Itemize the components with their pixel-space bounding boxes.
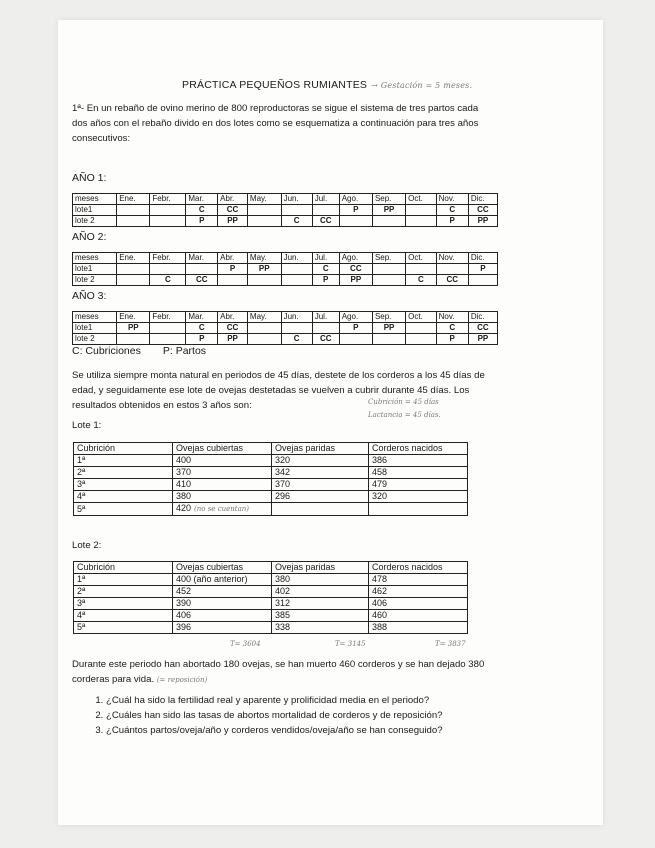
- results-cell: [272, 586, 369, 598]
- schedule-cell: PP: [339, 275, 372, 286]
- results-cell-value: 1ª: [77, 574, 86, 584]
- schedule-cell: [436, 264, 468, 275]
- results-cell: [74, 574, 173, 586]
- month-header-cell: Mar.: [186, 194, 218, 205]
- schedule-cell: CC: [218, 323, 248, 334]
- results-cell: [272, 491, 369, 503]
- results-row: [74, 503, 468, 516]
- results-cell: [369, 622, 468, 634]
- schedule-cell: [218, 275, 248, 286]
- month-header-cell: Abr.: [218, 312, 248, 323]
- results-cell: [369, 467, 468, 479]
- schedule-row: [73, 323, 498, 334]
- results-cell-value: 385: [275, 610, 291, 620]
- page-title: PRÁCTICA PEQUEÑOS RUMIANTES → Gestación = 5 meses.: [182, 79, 473, 91]
- results-header-cell: Ovejas cubiertas: [173, 562, 272, 574]
- results-cell-value: 3ª: [77, 479, 86, 489]
- schedule-header-row: [73, 194, 498, 205]
- schedule-cell: [281, 264, 312, 275]
- results-cell-value: 479: [372, 479, 388, 489]
- month-header-cell: Ene.: [117, 253, 150, 264]
- schedule-cell: [117, 205, 150, 216]
- results-header-cell: Cubrición: [74, 443, 173, 455]
- results-row: [74, 574, 468, 586]
- lote-2-results-table: [73, 561, 468, 634]
- results-cell-value: 400 (año anterior): [176, 574, 248, 584]
- month-header-cell: May.: [247, 194, 281, 205]
- year-2-heading: AÑO 2:: [72, 231, 107, 243]
- results-cell-value: 478: [372, 574, 388, 584]
- results-cell-value: 420: [176, 503, 192, 513]
- month-header-cell: Jul.: [312, 312, 339, 323]
- schedule-cell: P: [339, 323, 372, 334]
- handwritten-lactancia-note: Lactancia = 45 días.: [368, 411, 441, 419]
- results-cell-value: 406: [176, 610, 192, 620]
- schedule-cell: C: [312, 264, 339, 275]
- month-header-cell: Oct.: [406, 253, 436, 264]
- schedule-cell: C: [281, 334, 312, 345]
- results-cell: [74, 586, 173, 598]
- lote-label-cell: lote1: [73, 264, 117, 275]
- schedule-cell: [406, 264, 436, 275]
- total-ovejas-paridas: T= 3145: [335, 640, 366, 648]
- results-cell: [272, 455, 369, 467]
- month-header-cell: May.: [247, 312, 281, 323]
- schedule-row: [73, 334, 498, 345]
- lote-label-cell: lote 2: [73, 334, 117, 345]
- month-header-cell: Jun.: [281, 194, 312, 205]
- schedule-cell: [281, 275, 312, 286]
- schedule-cell: [372, 275, 405, 286]
- schedule-cell: [117, 216, 150, 227]
- schedule-cell: [406, 205, 436, 216]
- results-cell: [173, 479, 272, 491]
- schedule-cell: [150, 205, 186, 216]
- total-ovejas-cubiertas: T= 3604: [230, 640, 261, 648]
- month-header-cell: meses: [73, 253, 117, 264]
- schedule-header-row: [73, 312, 498, 323]
- schedule-cell: [186, 264, 218, 275]
- year-1-heading: AÑO 1:: [72, 172, 107, 184]
- results-cell: [173, 598, 272, 610]
- schedule-cell: CC: [339, 264, 372, 275]
- results-cell: [369, 586, 468, 598]
- results-header-cell: Ovejas cubiertas: [173, 443, 272, 455]
- results-cell: [74, 598, 173, 610]
- results-cell: [272, 622, 369, 634]
- results-cell: [173, 610, 272, 622]
- results-cell-value: 458: [372, 467, 388, 477]
- schedule-cell: CC: [186, 275, 218, 286]
- handwritten-cubricion-note: Cubrición = 45 días: [368, 398, 439, 406]
- results-cell-value: 296: [275, 491, 291, 501]
- intro-paragraph: 1ª- En un rebaño de ovino merino de 800 reproductoras se sigue el sistema de tres partos cada dos años con el rebaño divido en dos lotes como se esquematiza a continuación para tres años consecutivos:: [72, 103, 479, 144]
- results-cell: [272, 598, 369, 610]
- month-header-cell: Ago.: [339, 312, 372, 323]
- results-cell-value: 400: [176, 455, 192, 465]
- results-cell-value: 5ª: [77, 622, 86, 632]
- lote-label-cell: lote1: [73, 323, 117, 334]
- month-header-cell: Dic.: [468, 194, 497, 205]
- schedule-cell: C: [406, 275, 436, 286]
- schedule-cell: P: [218, 264, 248, 275]
- year-1-schedule-table: [72, 193, 498, 227]
- results-cell: [369, 598, 468, 610]
- results-cell: [173, 622, 272, 634]
- results-header-cell: Ovejas paridas: [272, 562, 369, 574]
- results-row: [74, 479, 468, 491]
- schedule-cell: [117, 334, 150, 345]
- schedule-cell: C: [150, 275, 186, 286]
- schedule-cell: [117, 264, 150, 275]
- year-2-schedule-table: [72, 252, 498, 286]
- questions-list: [72, 693, 546, 738]
- results-cell-value: 380: [275, 574, 291, 584]
- month-header-cell: Nov.: [436, 312, 468, 323]
- schedule-cell: PP: [218, 334, 248, 345]
- question-item: 2. ¿Cuáles han sido las tasas de abortos mortalidad de corderos y de reposición?: [106, 708, 546, 723]
- schedule-cell: [406, 334, 436, 345]
- results-cell: [369, 455, 468, 467]
- schedule-row: [73, 264, 498, 275]
- results-row: [74, 610, 468, 622]
- month-header-cell: Abr.: [218, 253, 248, 264]
- results-row: [74, 586, 468, 598]
- results-cell-value: 380: [176, 491, 192, 501]
- results-cell: [173, 574, 272, 586]
- month-header-cell: Sep.: [372, 253, 405, 264]
- question-item: 3. ¿Cuántos partos/oveja/año y corderos vendidos/oveja/año se han conseguido?: [106, 723, 546, 738]
- schedule-cell: C: [186, 323, 218, 334]
- schedule-cell: PP: [468, 334, 497, 345]
- schedule-cell: [406, 216, 436, 227]
- month-header-cell: Ene.: [117, 312, 150, 323]
- results-cell: [272, 574, 369, 586]
- schedule-cell: C: [281, 216, 312, 227]
- results-cell: [74, 479, 173, 491]
- lote-label-cell: lote 2: [73, 275, 117, 286]
- month-header-cell: Febr.: [150, 194, 186, 205]
- results-cell: [369, 574, 468, 586]
- month-header-cell: Jul.: [312, 253, 339, 264]
- schedule-cell: [312, 323, 339, 334]
- schedule-cell: [247, 205, 281, 216]
- schedule-cell: [312, 205, 339, 216]
- schedule-row: [73, 216, 498, 227]
- legend-partos: P: Partos: [162, 345, 207, 357]
- results-header-cell: Corderos nacidos: [369, 562, 468, 574]
- methods-paragraph: Se utiliza siempre monta natural en periodos de 45 días, destete de los corderos a los 45 días de edad, y seguidamente ese lote de ovejas destetadas se vuelven a cubrir durante 45 días. Los resultados obtenidos en estos 3 años son:: [72, 370, 485, 411]
- summary-paragraph: Durante este periodo han abortado 180 ovejas, se han muerto 460 corderos y se han dejado 380 corderas para vida. (= reposición): [72, 659, 485, 685]
- lote-1-heading: Lote 1:: [72, 420, 102, 431]
- schedule-cell: [247, 216, 281, 227]
- results-cell-value: 3ª: [77, 598, 86, 608]
- month-header-cell: Dic.: [468, 253, 497, 264]
- results-row: [74, 455, 468, 467]
- month-header-cell: Jun.: [281, 253, 312, 264]
- question-item: 1. ¿Cuál ha sido la fertilidad real y aparente y prolificidad media en el periodo?: [106, 693, 546, 708]
- handwritten-not-counted-note: (no se cuentan): [194, 505, 249, 513]
- schedule-cell: [339, 334, 372, 345]
- schedule-cell: CC: [468, 205, 497, 216]
- results-cell: [272, 467, 369, 479]
- results-cell-value: 338: [275, 622, 291, 632]
- schedule-cell: [117, 275, 150, 286]
- schedule-row: [73, 275, 498, 286]
- results-cell: [173, 586, 272, 598]
- results-cell: [369, 491, 468, 503]
- month-header-cell: Sep.: [372, 312, 405, 323]
- results-row: [74, 467, 468, 479]
- month-header-cell: Ago.: [339, 194, 372, 205]
- results-cell-value: 342: [275, 467, 291, 477]
- results-cell-value: 396: [176, 622, 192, 632]
- schedule-cell: [281, 323, 312, 334]
- results-cell: [173, 455, 272, 467]
- results-cell: [74, 467, 173, 479]
- month-header-cell: Febr.: [150, 312, 186, 323]
- lote-2-heading: Lote 2:: [72, 540, 102, 551]
- results-cell-value: 320: [372, 491, 388, 501]
- schedule-cell: [150, 334, 186, 345]
- month-header-cell: Abr.: [218, 194, 248, 205]
- year-3-schedule-table: [72, 311, 498, 345]
- schedule-cell: [247, 275, 281, 286]
- schedule-cell: [372, 334, 405, 345]
- month-header-cell: Mar.: [186, 253, 218, 264]
- schedule-cell: P: [312, 275, 339, 286]
- results-cell-value: 370: [275, 479, 291, 489]
- month-header-cell: meses: [73, 312, 117, 323]
- results-cell-value: 390: [176, 598, 192, 608]
- schedule-cell: [150, 216, 186, 227]
- schedule-cell: PP: [247, 264, 281, 275]
- results-cell-value: 4ª: [77, 610, 86, 620]
- results-cell-value: 370: [176, 467, 192, 477]
- schedule-cell: [406, 323, 436, 334]
- month-header-cell: Ago.: [339, 253, 372, 264]
- results-cell-value: 410: [176, 479, 192, 489]
- schedule-cell: P: [339, 205, 372, 216]
- schedule-cell: [150, 323, 186, 334]
- lote-1-results-table: [73, 442, 468, 516]
- legend: [72, 345, 206, 357]
- results-cell-value: 462: [372, 586, 388, 596]
- schedule-cell: CC: [312, 334, 339, 345]
- schedule-cell: [247, 323, 281, 334]
- handwritten-gestation-note: → Gestación = 5 meses.: [371, 81, 473, 90]
- results-cell-value: 2ª: [77, 467, 86, 477]
- results-row: [74, 598, 468, 610]
- schedule-cell: CC: [312, 216, 339, 227]
- results-cell-value: 312: [275, 598, 291, 608]
- lote-label-cell: lote 2: [73, 216, 117, 227]
- schedule-cell: [468, 275, 497, 286]
- schedule-cell: P: [436, 216, 468, 227]
- schedule-cell: [247, 334, 281, 345]
- results-header-row: [74, 562, 468, 574]
- schedule-cell: P: [436, 334, 468, 345]
- results-cell-value: 452: [176, 586, 192, 596]
- month-header-cell: Nov.: [436, 194, 468, 205]
- month-header-cell: Mar.: [186, 312, 218, 323]
- results-cell-value: 320: [275, 455, 291, 465]
- schedule-cell: [150, 264, 186, 275]
- results-cell-value: 460: [372, 610, 388, 620]
- month-header-cell: Dic.: [468, 312, 497, 323]
- month-header-cell: Jun.: [281, 312, 312, 323]
- month-header-cell: meses: [73, 194, 117, 205]
- results-cell: [74, 455, 173, 467]
- handwritten-reposicion-note: (= reposición): [156, 676, 208, 684]
- legend-cubriciones: C: Cubriciones: [72, 345, 141, 357]
- results-cell-value: 386: [372, 455, 388, 465]
- results-cell: [173, 491, 272, 503]
- results-cell-value: 1ª: [77, 455, 86, 465]
- results-row: [74, 622, 468, 634]
- results-cell: [272, 610, 369, 622]
- results-cell: [369, 610, 468, 622]
- results-cell-value: 402: [275, 586, 291, 596]
- schedule-cell: C: [436, 323, 468, 334]
- schedule-row: [73, 205, 498, 216]
- month-header-cell: Nov.: [436, 253, 468, 264]
- schedule-header-row: [73, 253, 498, 264]
- year-3-heading: AÑO 3:: [72, 290, 107, 302]
- results-cell-value: 2ª: [77, 586, 86, 596]
- results-header-cell: Cubrición: [74, 562, 173, 574]
- schedule-cell: P: [468, 264, 497, 275]
- results-cell: [369, 503, 468, 516]
- results-row: [74, 491, 468, 503]
- results-cell: [74, 622, 173, 634]
- results-cell: [173, 503, 272, 516]
- results-cell: [272, 503, 369, 516]
- results-header-cell: Ovejas paridas: [272, 443, 369, 455]
- lote-label-cell: lote1: [73, 205, 117, 216]
- results-cell: [173, 467, 272, 479]
- schedule-cell: PP: [218, 216, 248, 227]
- results-cell: [74, 491, 173, 503]
- schedule-cell: [372, 216, 405, 227]
- schedule-cell: [281, 205, 312, 216]
- results-cell: [369, 479, 468, 491]
- month-header-cell: Oct.: [406, 312, 436, 323]
- results-header-row: [74, 443, 468, 455]
- schedule-cell: C: [436, 205, 468, 216]
- schedule-cell: PP: [372, 205, 405, 216]
- schedule-cell: PP: [372, 323, 405, 334]
- schedule-cell: PP: [468, 216, 497, 227]
- month-header-cell: Sep.: [372, 194, 405, 205]
- schedule-cell: CC: [218, 205, 248, 216]
- schedule-cell: PP: [117, 323, 150, 334]
- total-corderos-nacidos: T= 3837: [435, 640, 466, 648]
- schedule-cell: CC: [468, 323, 497, 334]
- schedule-cell: [339, 216, 372, 227]
- results-cell-value: 388: [372, 622, 388, 632]
- month-header-cell: Jul.: [312, 194, 339, 205]
- results-cell-value: 4ª: [77, 491, 86, 501]
- month-header-cell: Oct.: [406, 194, 436, 205]
- schedule-cell: CC: [436, 275, 468, 286]
- results-cell-value: 5ª: [77, 503, 86, 514]
- results-cell: [74, 610, 173, 622]
- schedule-cell: P: [186, 216, 218, 227]
- schedule-cell: P: [186, 334, 218, 345]
- schedule-cell: [372, 264, 405, 275]
- results-cell-value: 406: [372, 598, 388, 608]
- month-header-cell: May.: [247, 253, 281, 264]
- month-header-cell: Febr.: [150, 253, 186, 264]
- results-cell: [74, 503, 173, 516]
- month-header-cell: Ene.: [117, 194, 150, 205]
- schedule-cell: C: [186, 205, 218, 216]
- results-header-cell: Corderos nacidos: [369, 443, 468, 455]
- results-cell: [272, 479, 369, 491]
